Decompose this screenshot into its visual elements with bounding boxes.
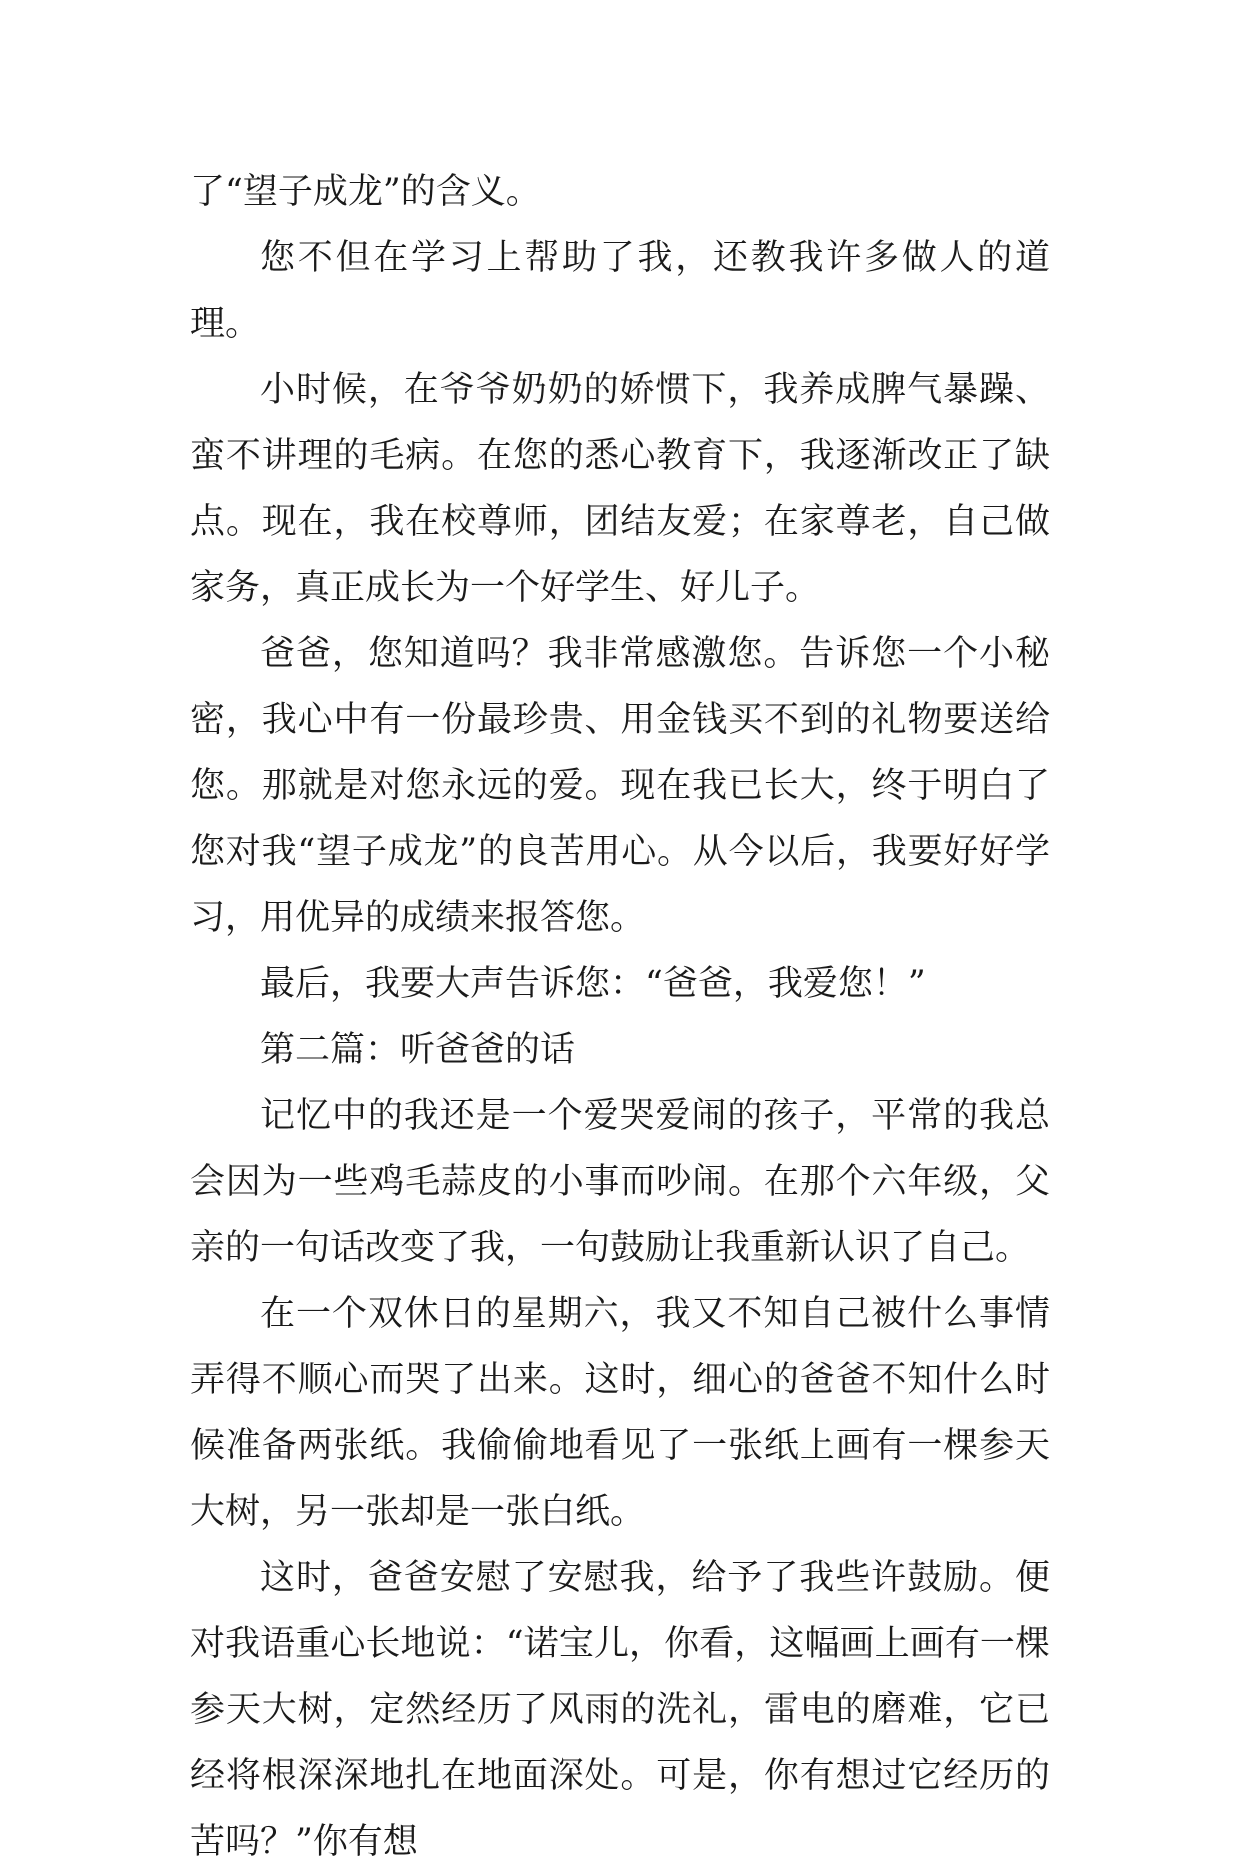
paragraph-7: 在一个双休日的星期六，我又不知自己被什么事情弄得不顺心而哭了出来。这时，细心的爸爸不知什么时候准备两张纸。我偷偷地看见了一张纸上画有一棵参天大树，另一张却是一张白纸。 xyxy=(190,1294,1050,1532)
paragraph-4: 爸爸，您知道吗？我非常感激您。告诉您一个小秘密，我心中有一份最珍贵、用金钱买不到的礼物要送给您。那就是对您永远的爱。现在我已长大，终于明白了您对我“望子成龙”的良苦用心。从今以后，我要好好学习，用优异的成绩来报答您。 xyxy=(190,634,1050,938)
document-body xyxy=(190,159,1050,1875)
paragraph-2: 您不但在学习上帮助了我，还教我许多做人的道理。 xyxy=(190,238,1050,344)
paragraph-5: 最后，我要大声告诉您：“爸爸，我爱您！” xyxy=(260,964,926,1004)
paragraph-1: 了“望子成龙”的含义。 xyxy=(190,172,541,212)
section-heading: 第二篇：听爸爸的话 xyxy=(260,1030,576,1070)
paragraph-8: 这时，爸爸安慰了安慰我，给予了我些许鼓励。便对我语重心长地说：“诺宝儿，你看，这幅画上画有一棵参天大树，定然经历了风雨的洗礼，雷电的磨难，它已经将根深深地扎在地面深处。可是，你有想过它经历的苦吗？”你有想 xyxy=(190,1558,1050,1862)
paragraph-6: 记忆中的我还是一个爱哭爱闹的孩子，平常的我总会因为一些鸡毛蒜皮的小事而吵闹。在那个六年级，父亲的一句话改变了我，一句鼓励让我重新认识了自己。 xyxy=(190,1096,1050,1268)
paragraph-3: 小时候，在爷爷奶奶的娇惯下，我养成脾气暴躁、蛮不讲理的毛病。在您的悉心教育下，我逐渐改正了缺点。现在，我在校尊师，团结友爱；在家尊老，自己做家务，真正成长为一个好学生、好儿子。 xyxy=(190,370,1050,608)
